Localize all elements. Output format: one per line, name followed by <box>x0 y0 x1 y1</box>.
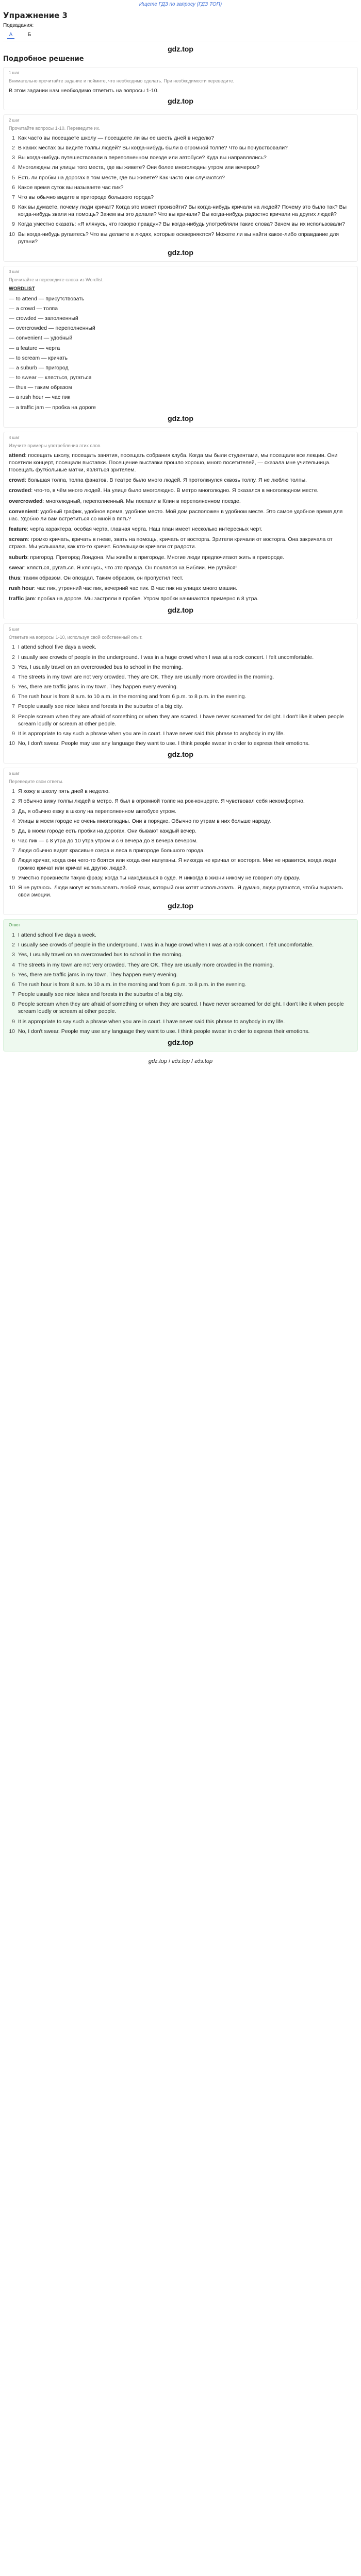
item-number: 4 <box>12 673 15 680</box>
item-number: 8 <box>12 1001 15 1008</box>
word-text: convenient — удобный <box>16 335 73 342</box>
wordlist-item <box>9 345 352 352</box>
item-number: 2 <box>12 942 15 948</box>
step-intro: Прочитайте и переведите слова из Wordlist. <box>9 277 104 282</box>
item-number: 2 <box>12 145 15 151</box>
item-number: 5 <box>12 827 15 834</box>
item-text: Многолюдны ли улицы того места, где вы живете? Они более многолюдны утром или вечером? <box>18 164 260 171</box>
item-number: 4 <box>12 818 15 824</box>
step-intro: Прочитайте вопросы 1-10. Переведите их. <box>9 125 101 131</box>
list-item <box>9 683 352 690</box>
item-number: 1 <box>12 788 15 795</box>
item-text: The rush hour is from 8 a.m. to 10 a.m. in the morning and from 6 p.m. to 8 p.m. in the evening. <box>18 981 247 988</box>
word-text: a crowd — толпа <box>16 305 58 312</box>
watermark: gdz.top <box>168 45 193 54</box>
bullet-dash: — <box>9 315 14 321</box>
answers-en-list <box>9 643 352 747</box>
step-intro: Изучите примеры употребления этих слов. <box>9 443 102 448</box>
item-number: 4 <box>12 961 15 968</box>
example-text: : удобный график, удобное время, удобное место. Мой дом расположен в удобном месте. Это самое удобное время для нас. Удобно ли вам встретиться со мной в пять? <box>9 508 343 522</box>
list-item <box>9 730 352 737</box>
item-number: 1 <box>12 932 15 939</box>
step-card-3 <box>3 266 358 428</box>
bullet-dash: — <box>9 375 14 381</box>
wordlist-item <box>9 354 352 362</box>
item-number: 8 <box>12 204 15 211</box>
wordlist-item <box>9 364 352 371</box>
example-paragraph <box>9 564 352 571</box>
list-item <box>9 1028 352 1035</box>
list-item <box>9 991 352 998</box>
item-text: Час пик — с 8 утра до 10 утра утром и с 6 вечера до 8 вечера вечером. <box>18 838 198 844</box>
item-text: Я не ругаюсь. Люди могут использовать любой язык, который они хотят использовать. Я думаю, люди ругаются, чтобы выразить свои эмоции. <box>18 884 343 899</box>
footer-link-3[interactable]: гдз.top <box>194 1058 213 1064</box>
list-item <box>9 837 352 844</box>
example-word: feature <box>9 526 27 533</box>
item-number: 2 <box>12 798 15 805</box>
example-word: attend <box>9 452 25 459</box>
answer-label: Ответ <box>9 923 20 928</box>
example-paragraph <box>9 498 352 505</box>
item-number: 9 <box>12 874 15 881</box>
final-answers-list <box>9 931 352 1035</box>
list-item <box>9 664 352 671</box>
footer-link-1[interactable]: gdz.top <box>148 1058 168 1064</box>
step-label: 3 шаг <box>9 269 20 274</box>
subtask-tab-a[interactable]: А <box>7 31 14 40</box>
item-number: 10 <box>9 740 15 747</box>
bullet-dash: — <box>9 335 14 342</box>
list-item <box>9 713 352 727</box>
footer-sep: / <box>169 1058 171 1064</box>
list-item <box>9 961 352 969</box>
example-text: : что-то, в чём много людей. На улице было многолюдно. В метро многолюдно. Я оказался в многолюдном месте. <box>31 487 319 494</box>
item-number: 2 <box>12 654 15 660</box>
list-item <box>9 951 352 958</box>
example-paragraph <box>9 585 352 592</box>
item-text: Улицы в моем городе не очень многолюдны. Они в порядке. Обычно по утрам в них больше народу. <box>18 818 271 824</box>
item-number: 3 <box>12 952 15 958</box>
word-text: overcrowded — переполненный <box>16 325 95 332</box>
example-word: crowded <box>9 487 31 494</box>
top-search-link[interactable]: Ищете ГДЗ по запросу (ГДЗ ТОП) <box>139 2 222 7</box>
example-word: scream <box>9 536 28 543</box>
list-item <box>9 673 352 681</box>
word-text: crowded — заполненный <box>16 315 78 321</box>
wordlist-heading: WORDLIST <box>9 285 35 292</box>
item-text: Вы когда-нибудь путешествовали в переполненном поезде или автобусе? Куда вы направлялись? <box>18 155 267 161</box>
item-text: Да, в моем городе есть пробки на дорогах. Они бывают каждый вечер. <box>18 827 196 834</box>
word-text: to swear — клясться, ругаться <box>16 375 92 381</box>
item-text: I usually see crowds of people in the underground. I was in a huge crowd when I was at a rock concert. I felt uncomfortable. <box>18 654 314 660</box>
item-text: The streets in my town are not very crowded. They are OK. They are usually more crowded in the morning. <box>18 673 274 680</box>
list-item <box>9 808 352 815</box>
item-number: 7 <box>12 991 15 998</box>
item-number: 3 <box>12 664 15 670</box>
item-text: Вы когда-нибудь ругаетесь? Что вы делаете в людях, которые оскверняются? Можете ли вы найти какое-либо оправдание для ругани? <box>18 231 339 245</box>
watermark: gdz.top <box>168 606 193 615</box>
item-text: I attend school five days a week. <box>18 644 96 651</box>
list-item <box>9 144 352 151</box>
example-text: : пробка на дороге. Мы застряли в пробке. Утром пробки начинаются примерно в 8 утра. <box>35 596 259 602</box>
step-card-4 <box>3 432 358 620</box>
wordlist-item <box>9 404 352 411</box>
item-text: People usually see nice lakes and forests in the suburbs of a big city. <box>18 703 183 710</box>
list-item <box>9 654 352 661</box>
example-paragraph <box>9 452 352 474</box>
list-item <box>9 971 352 978</box>
footer-bar <box>3 1055 358 1067</box>
step-card-2 <box>3 114 358 262</box>
watermark: gdz.top <box>168 1038 193 1046</box>
list-item <box>9 788 352 795</box>
list-item <box>9 847 352 854</box>
list-item <box>9 1018 352 1025</box>
item-number: 1 <box>12 134 15 141</box>
example-paragraph <box>9 487 352 494</box>
wordlist <box>9 295 352 411</box>
item-number: 6 <box>12 981 15 988</box>
list-item <box>9 740 352 747</box>
item-text: Что вы обычно видите в пригороде большого города? <box>18 194 154 200</box>
item-text: It is appropriate to say such a phrase when you are in court. I have never said this phrase to anybody in my life. <box>18 1018 285 1025</box>
step-intro: Переведите свои ответы. <box>9 779 63 785</box>
item-number: 9 <box>12 730 15 737</box>
item-number: 6 <box>12 184 15 191</box>
list-item <box>9 818 352 825</box>
list-item <box>9 981 352 988</box>
watermark: gdz.top <box>168 96 193 105</box>
bullet-dash: — <box>9 305 14 312</box>
step-label: 1 шаг <box>9 70 20 75</box>
item-text: It is appropriate to say such a phrase when you are in court. I have never said this phrase to anybody in my life. <box>18 730 285 737</box>
word-text: thus — таким образом <box>16 384 72 391</box>
item-text: Как вы думаете, почему люди кричат? Когда это может произойти? Вы когда-нибудь кричали на людей? Почему это было так? Вы когда-нибудь звали на помощь? Зачем вы это делали? Что вы кричали? Вы когда-нибудь радостно кричали на других людей? <box>18 204 347 218</box>
list-item <box>9 884 352 899</box>
example-text: : таким образом. Он опоздал. Таким образом, он пропустил тест. <box>20 574 184 581</box>
step-label: 5 шаг <box>9 627 20 632</box>
item-text: В каких местах вы видите толпы людей? Вы когда-нибудь были в огромной толпе? Что вы почувствовали? <box>18 145 288 151</box>
item-text: Yes, there are traffic jams in my town. They happen every evening. <box>18 684 178 690</box>
list-item <box>9 164 352 171</box>
example-paragraph <box>9 508 352 522</box>
item-text: Как часто вы посещаете школу — посещаете ли вы ее шесть дней в неделю? <box>18 134 215 141</box>
wordlist-item <box>9 295 352 302</box>
examples-list <box>9 452 352 603</box>
item-number: 4 <box>12 164 15 171</box>
subtask-tabs <box>3 29 358 41</box>
item-text: I usually see crowds of people in the underground. I was in a huge crowd when I was at a rock concert. I felt uncomfortable. <box>18 942 314 948</box>
bullet-dash: — <box>9 394 14 401</box>
answer-card <box>3 919 358 1052</box>
item-text: No, I don't swear. People may use any language they want to use. I think people swear in order to express their emotions. <box>18 1028 310 1035</box>
item-number: 8 <box>12 857 15 864</box>
example-paragraph <box>9 554 352 561</box>
item-text: Какое время суток вы называете час пик? <box>18 184 124 191</box>
item-text: People scream when they are afraid of something or when they are scared. I have never screamed for delight. I don't like it when people scream loudly or scream at other people. <box>18 713 344 727</box>
item-number: 10 <box>9 1028 15 1035</box>
wordlist-item <box>9 305 352 312</box>
footer-sep: / <box>191 1058 193 1064</box>
wordlist-item <box>9 315 352 322</box>
example-word: traffic jam <box>9 596 35 602</box>
word-text: to attend — присутствовать <box>16 295 85 302</box>
item-text: Yes, I usually travel on an overcrowded bus to school in the morning. <box>18 664 183 670</box>
list-item <box>9 204 352 218</box>
example-paragraph <box>9 536 352 550</box>
wordlist-item <box>9 325 352 332</box>
bullet-dash: — <box>9 345 14 351</box>
step-card-6 <box>3 768 358 915</box>
item-text: Люди кричат, когда они чего-то боятся или когда они напуганы. Я никогда не кричал от восторга. Мне не нравится, когда люди громко кричат или кричат на других людей. <box>18 857 336 871</box>
item-number: 3 <box>12 155 15 161</box>
list-item <box>9 174 352 181</box>
item-number: 7 <box>12 703 15 710</box>
watermark: gdz.top <box>168 248 193 257</box>
step-label: 2 шаг <box>9 117 20 123</box>
example-word: overcrowded <box>9 498 43 504</box>
step-label: 6 шаг <box>9 771 20 776</box>
list-item <box>9 941 352 948</box>
example-text: : пригород. Пригород Лондона. Мы живём в пригороде. Многие люди предпочитают жить в пригороде. <box>27 554 285 561</box>
word-text: a traffic jam — пробка на дороге <box>16 404 96 411</box>
item-number: 7 <box>12 848 15 854</box>
list-item <box>9 931 352 939</box>
example-text: : громко кричать, кричать в гневе, звать на помощь, кричать от восторга. Зрители кричали от восторга. Она закричала от страха. Мы услышали, как кто-то кричит. Болельщики кричали от радости. <box>9 536 333 550</box>
list-item <box>9 184 352 191</box>
wordlist-item <box>9 374 352 381</box>
item-number: 7 <box>12 194 15 200</box>
item-text: The streets in my town are not very crowded. They are OK. They are usually more crowded in the morning. <box>18 961 274 968</box>
item-text: The rush hour is from 8 a.m. to 10 a.m. in the morning and from 6 p.m. to 8 p.m. in the evening. <box>18 693 247 700</box>
page <box>0 0 361 1067</box>
item-number: 10 <box>9 884 15 891</box>
bullet-dash: — <box>9 364 14 371</box>
list-item <box>9 703 352 710</box>
example-text: : многолюдный, переполненный. Мы поехали в Клин в переполненном поезде. <box>42 498 241 504</box>
bullet-dash: — <box>9 354 14 361</box>
list-item <box>9 194 352 201</box>
list-item <box>9 874 352 882</box>
wordlist-item <box>9 384 352 391</box>
item-number: 5 <box>12 174 15 181</box>
word-text: a suburb — пригород <box>16 364 69 371</box>
step-intro: Внимательно прочитайте задание и поймите, что необходимо сделать. При необходимости переведите. <box>9 78 235 83</box>
list-item <box>9 134 352 142</box>
word-text: a feature — черта <box>16 345 60 351</box>
item-text: No, I don't swear. People may use any language they want to use. I think people swear in order to express their emotions. <box>18 740 310 747</box>
bullet-dash: — <box>9 404 14 411</box>
watermark: gdz.top <box>168 902 193 910</box>
example-word: crowd <box>9 477 25 484</box>
example-word: thus <box>9 574 21 581</box>
subtask-tab-b[interactable]: Б <box>27 31 31 38</box>
bullet-dash: — <box>9 325 14 332</box>
item-number: 6 <box>12 693 15 700</box>
watermark: gdz.top <box>168 750 193 759</box>
item-number: 5 <box>12 971 15 978</box>
list-item <box>9 154 352 161</box>
example-text: : клясться, ругаться. Я клянусь, что это правда. Он поклялся на Библии. Не ругайся! <box>24 564 237 571</box>
step-card-1 <box>3 67 358 110</box>
footer-link-2[interactable]: гдз.top <box>172 1058 190 1064</box>
example-paragraph <box>9 595 352 602</box>
example-text: : большая толпа, толпа фанатов. В театре было много людей. Я протолкнулся сквозь толпу. Я не люблю толпы. <box>24 477 307 484</box>
item-text: People usually see nice lakes and forests in the suburbs of a big city. <box>18 991 183 998</box>
item-text: Да, я обычно езжу в школу на переполненном автобусе утром. <box>18 808 176 815</box>
item-text: Я обычно вижу толпы людей в метро. Я был в огромной толпе на рок-концерте. Я чувствовал себя некомфортно. <box>18 798 305 805</box>
item-text: Люди обычно видят красивые озера и леса в пригороде большого города. <box>18 848 205 854</box>
item-number: 1 <box>12 644 15 651</box>
example-text: : черта характера, особая черта, главная черта. Наш план имеет несколько интересных черт. <box>27 526 262 533</box>
step-label: 4 шаг <box>9 435 20 440</box>
bullet-dash: — <box>9 295 14 302</box>
list-item <box>9 231 352 245</box>
item-number: 3 <box>12 808 15 815</box>
item-text: People scream when they are afraid of something or when they are scared. I have never screamed for delight. I don't like it when people scream loudly or scream at other people. <box>18 1001 344 1015</box>
item-number: 9 <box>12 1018 15 1025</box>
step-intro: Ответьте на вопросы 1-10, используя свой собственный опыт. <box>9 635 143 640</box>
exercise-title: Упражнение 3 <box>3 11 68 20</box>
item-text: I attend school five days a week. <box>18 932 96 939</box>
subtasks-label: Подзадания: <box>3 23 34 29</box>
bullet-dash: — <box>9 384 14 391</box>
example-word: suburb <box>9 554 27 561</box>
list-item <box>9 221 352 228</box>
questions-list <box>9 134 352 245</box>
example-word: swear <box>9 564 24 571</box>
word-text: to scream — кричать <box>16 354 68 361</box>
word-text: a rush hour — час пик <box>16 394 71 401</box>
item-text: Есть ли пробки на дорогах в том месте, где вы живете? Как часто они случаются? <box>18 174 225 181</box>
list-item <box>9 827 352 835</box>
list-item <box>9 798 352 805</box>
example-paragraph <box>9 477 352 484</box>
step-text: В этом задании нам необходимо ответить на вопросы 1-10. <box>9 87 159 94</box>
item-number: 10 <box>9 231 15 238</box>
example-text: : час пик, утренний час пик, вечерний час пик. В час пик на улицах много машин. <box>34 585 238 592</box>
section-title: Подробное решение <box>3 55 84 63</box>
item-text: Уместно произнести такую фразу, когда ты находишься в суде. Я никогда в жизни никому не говорил эту фразу. <box>18 874 300 881</box>
wordlist-item <box>9 334 352 342</box>
list-item <box>9 693 352 700</box>
item-number: 5 <box>12 684 15 690</box>
example-paragraph <box>9 574 352 582</box>
example-text: : посещать школу, посещать занятия, посещать собрания клуба. Когда мы были студентами, мы посещали все лекции. Они посетили концерт, посещали выставки. Посещение выставки прошло хорошо, много посетителей, — сказала мне учительница. Посещать футбольные матчи, являться зрителем. <box>9 452 338 473</box>
list-item <box>9 643 352 651</box>
example-word: convenient <box>9 508 38 515</box>
example-word: rush hour <box>9 585 34 592</box>
item-number: 8 <box>12 713 15 720</box>
item-text: Yes, I usually travel on an overcrowded bus to school in the morning. <box>18 952 183 958</box>
wordlist-item <box>9 394 352 401</box>
step-card-5 <box>3 623 358 764</box>
example-paragraph <box>9 526 352 533</box>
item-text: Когда уместно сказать: «Я клянусь, что говорю правду»? Вы когда-нибудь употребляли такие слова? Зачем вы их использовали? <box>18 221 346 228</box>
answers-ru-list <box>9 788 352 899</box>
list-item <box>9 857 352 871</box>
item-text: Я хожу в школу пять дней в неделю. <box>18 788 110 795</box>
list-item <box>9 1001 352 1015</box>
watermark: gdz.top <box>168 414 193 422</box>
item-number: 6 <box>12 838 15 844</box>
item-text: Yes, there are traffic jams in my town. They happen every evening. <box>18 971 178 978</box>
item-number: 9 <box>12 221 15 228</box>
